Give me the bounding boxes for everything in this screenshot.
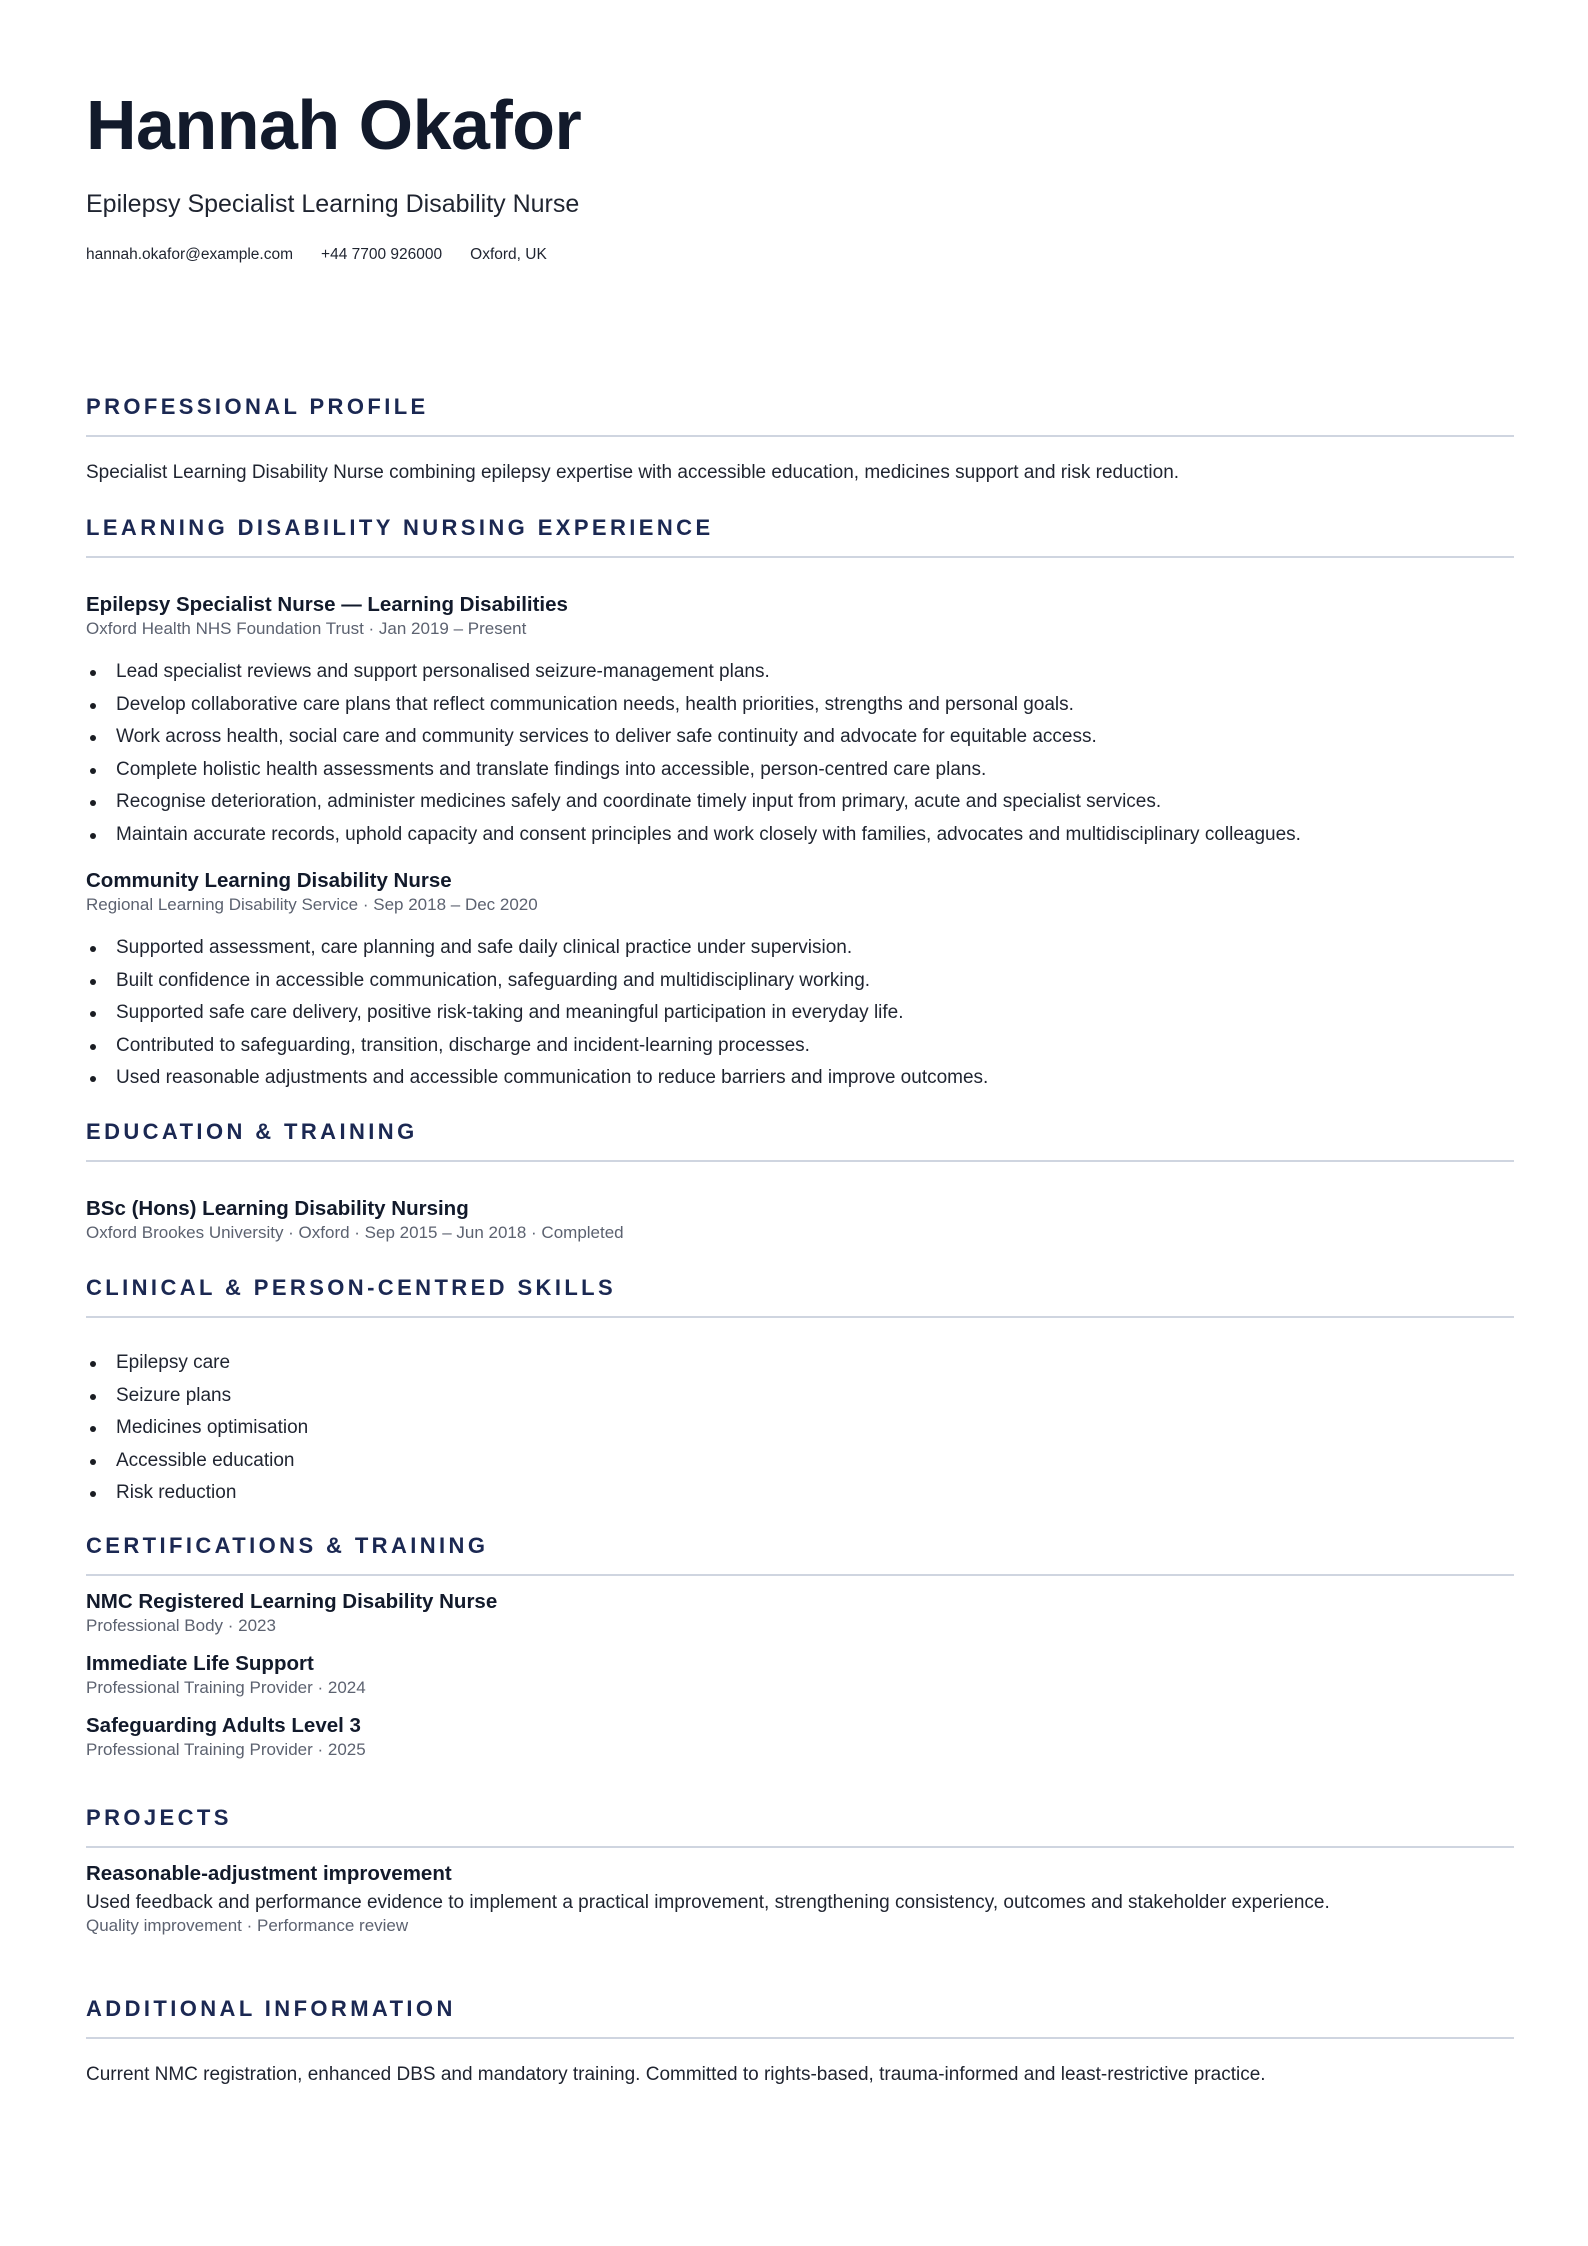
section-profile bbox=[86, 396, 1514, 437]
project-title: Reasonable-adjustment improvement bbox=[86, 1862, 452, 1885]
section-divider bbox=[86, 1160, 1514, 1162]
section-divider bbox=[86, 1846, 1514, 1848]
certification-meta: Professional Training Provider · 2024 bbox=[86, 1677, 366, 1697]
job-title: Community Learning Disability Nurse bbox=[86, 869, 452, 892]
job-meta: Oxford Health NHS Foundation Trust · Jan 2019 – Present bbox=[86, 618, 527, 638]
section-title: CLINICAL & PERSON-CENTRED SKILLS bbox=[86, 1275, 617, 1300]
section-title: CERTIFICATIONS & TRAINING bbox=[86, 1533, 489, 1558]
skill-item: Seizure plans bbox=[86, 1380, 308, 1413]
contact-location: Oxford, UK bbox=[470, 246, 547, 263]
contact-email[interactable]: hannah.okafor@example.com bbox=[86, 246, 294, 263]
section-projects bbox=[86, 1807, 1514, 1848]
certification-meta: Professional Body · 2023 bbox=[86, 1615, 276, 1635]
bullet-item: Lead specialist reviews and support personalised seizure-management plans. bbox=[86, 656, 1301, 689]
bullet-item: Complete holistic health assessments and translate findings into accessible, person-centred care plans. bbox=[86, 754, 1301, 787]
section-certifications bbox=[86, 1535, 1514, 1576]
bullet-item: Work across health, social care and community services to deliver safe continuity and advocate for equitable access. bbox=[86, 721, 1301, 754]
project-entry bbox=[86, 1863, 1514, 1937]
bullet-item: Supported assessment, care planning and safe daily clinical practice under supervision. bbox=[86, 932, 988, 965]
job-bullets bbox=[86, 656, 1301, 851]
bullet-item: Contributed to safeguarding, transition, discharge and incident-learning processes. bbox=[86, 1030, 988, 1063]
job-title: Epilepsy Specialist Nurse — Learning Disabilities bbox=[86, 593, 568, 616]
certification-title: NMC Registered Learning Disability Nurse bbox=[86, 1590, 498, 1613]
certification-title: Safeguarding Adults Level 3 bbox=[86, 1714, 361, 1737]
bullet-item: Maintain accurate records, uphold capacity and consent principles and work closely with families, advocates and multidisciplinary colleagues. bbox=[86, 819, 1301, 852]
certification-entry bbox=[86, 1715, 1514, 1760]
contact-row bbox=[86, 246, 547, 264]
certification-entry bbox=[86, 1591, 1514, 1636]
certification-meta: Professional Training Provider · 2025 bbox=[86, 1739, 366, 1759]
job-entry bbox=[86, 594, 1514, 639]
section-title: PROFESSIONAL PROFILE bbox=[86, 394, 429, 419]
bullet-item: Develop collaborative care plans that reflect communication needs, health priorities, strengths and personal goals. bbox=[86, 689, 1301, 722]
bullet-item: Supported safe care delivery, positive risk-taking and meaningful participation in everyday life. bbox=[86, 997, 988, 1030]
candidate-name: Hannah Okafor bbox=[86, 86, 582, 164]
bullet-item: Built confidence in accessible communication, safeguarding and multidisciplinary working. bbox=[86, 965, 988, 998]
section-title: ADDITIONAL INFORMATION bbox=[86, 1996, 456, 2021]
skill-item: Medicines optimisation bbox=[86, 1412, 308, 1445]
bullet-item: Used reasonable adjustments and accessible communication to reduce barriers and improve outcomes. bbox=[86, 1062, 988, 1095]
candidate-headline: Epilepsy Specialist Learning Disability Nurse bbox=[86, 190, 580, 218]
certification-entry bbox=[86, 1653, 1514, 1698]
degree-meta: Oxford Brookes University · Oxford · Sep 2015 – Jun 2018 · Completed bbox=[86, 1222, 624, 1242]
certification-title: Immediate Life Support bbox=[86, 1652, 314, 1675]
education-entry bbox=[86, 1198, 1514, 1243]
section-divider bbox=[86, 435, 1514, 437]
project-tags: Quality improvement · Performance review bbox=[86, 1916, 409, 1936]
job-bullets bbox=[86, 932, 988, 1095]
section-title: LEARNING DISABILITY NURSING EXPERIENCE bbox=[86, 515, 714, 540]
section-divider bbox=[86, 1316, 1514, 1318]
bullet-item: Recognise deterioration, administer medicines safely and coordinate timely input from primary, acute and specialist services. bbox=[86, 786, 1301, 819]
section-divider bbox=[86, 2037, 1514, 2039]
section-divider bbox=[86, 556, 1514, 558]
skill-item: Epilepsy care bbox=[86, 1347, 308, 1380]
contact-phone[interactable]: +44 7700 926000 bbox=[321, 246, 443, 263]
section-title: EDUCATION & TRAINING bbox=[86, 1119, 418, 1144]
section-title: PROJECTS bbox=[86, 1805, 232, 1830]
skills-list bbox=[86, 1347, 308, 1510]
section-education bbox=[86, 1121, 1514, 1162]
profile-summary: Specialist Learning Disability Nurse combining epilepsy expertise with accessible education, medicines support and risk reduction. bbox=[86, 462, 1180, 483]
job-meta: Regional Learning Disability Service · Sep 2018 – Dec 2020 bbox=[86, 894, 538, 914]
additional-info: Current NMC registration, enhanced DBS and mandatory training. Committed to rights-based, trauma-informed and least-restrictive practice. bbox=[86, 2064, 1266, 2085]
skill-item: Risk reduction bbox=[86, 1477, 308, 1510]
degree-title: BSc (Hons) Learning Disability Nursing bbox=[86, 1197, 469, 1220]
section-experience bbox=[86, 517, 1514, 558]
job-entry bbox=[86, 870, 1514, 915]
section-skills bbox=[86, 1277, 1514, 1318]
section-additional bbox=[86, 1998, 1514, 2039]
project-description: Used feedback and performance evidence to implement a practical improvement, strengthening consistency, outcomes and stakeholder experience. bbox=[86, 1891, 1330, 1913]
skill-item: Accessible education bbox=[86, 1445, 308, 1478]
section-divider bbox=[86, 1574, 1514, 1576]
